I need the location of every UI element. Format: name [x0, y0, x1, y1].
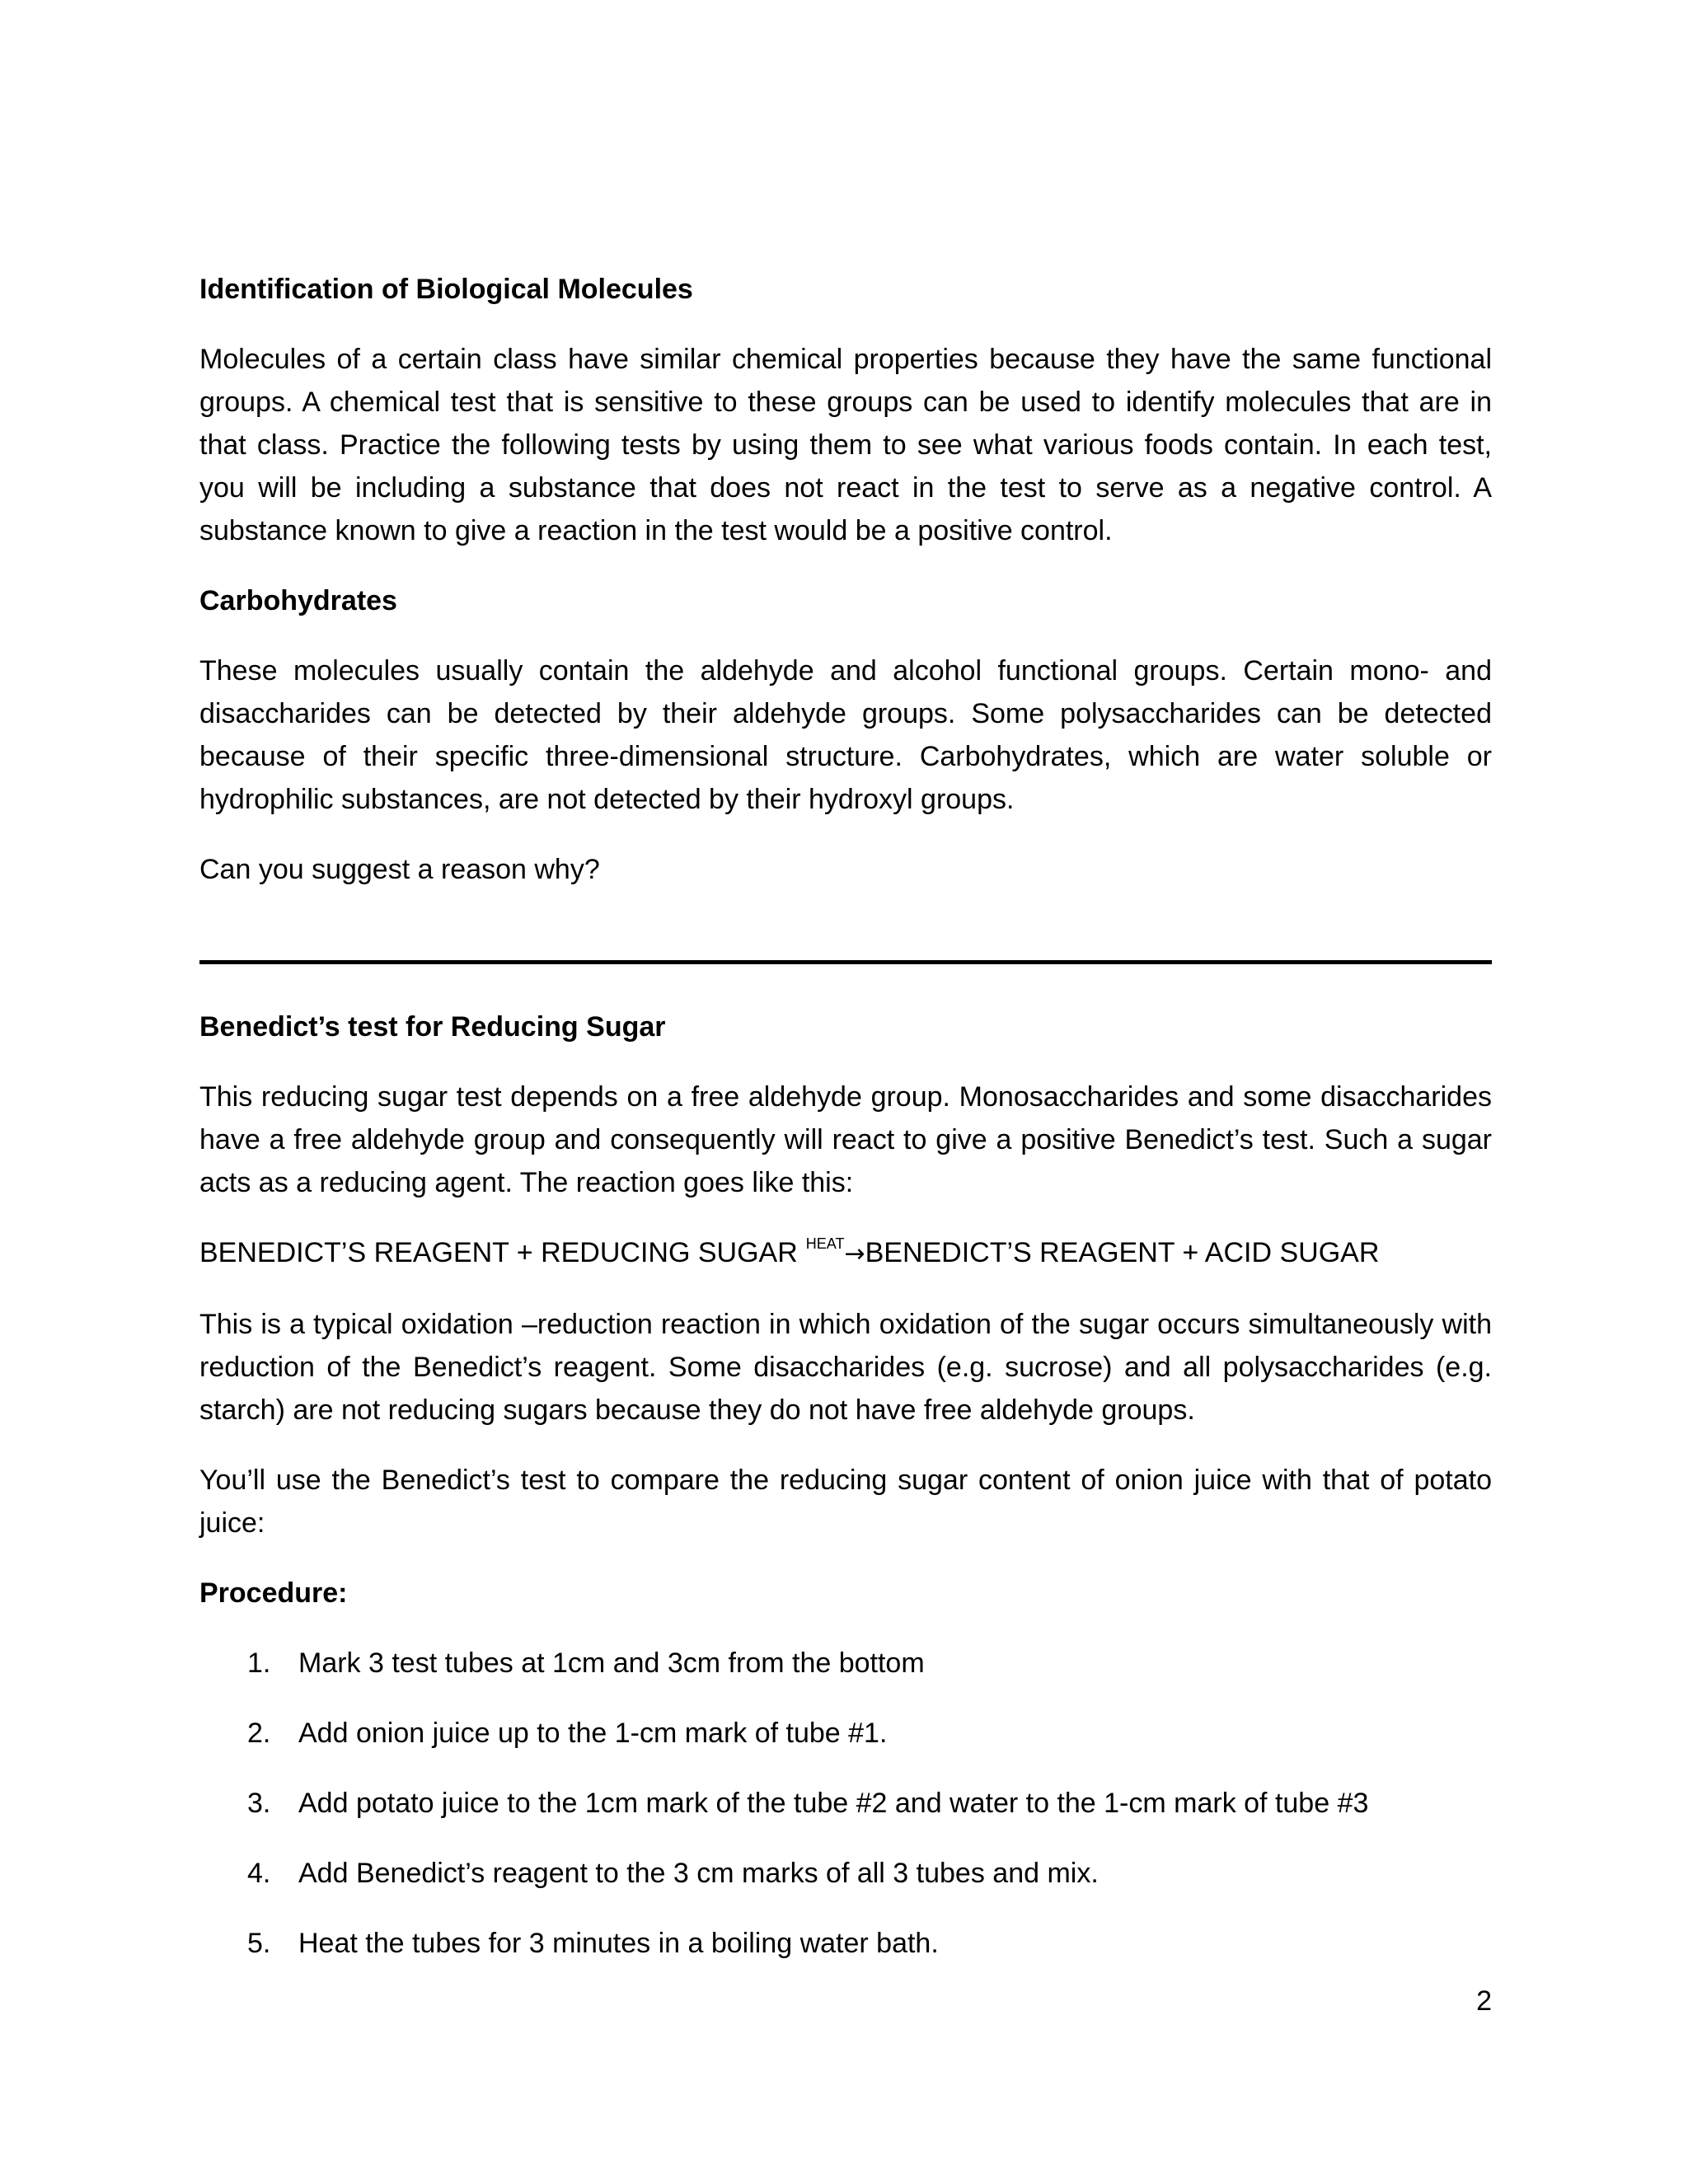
- answer-line: [199, 960, 1492, 964]
- procedure-step: [199, 1852, 1492, 1895]
- procedure-step: [199, 1712, 1492, 1755]
- benedicts-paragraph-2: This is a typical oxidation –reduction reaction in which oxidation of the sugar occurs simultaneously with reduction of the Benedict’s reagent. Some disaccharides (e.g. sucrose) and all polysaccharides (e.g. starch) are not reducing sugars because they do not have free aldehyde groups.: [199, 1309, 1492, 1426]
- step-number: 2.: [247, 1718, 271, 1749]
- reaction-products: BENEDICT’S REAGENT + ACID SUGAR: [865, 1237, 1380, 1268]
- reaction-arrow-icon: →: [844, 1240, 865, 1268]
- carbohydrates-heading: Carbohydrates: [199, 585, 397, 616]
- step-text: Heat the tubes for 3 minutes in a boiling water bath.: [298, 1928, 939, 1959]
- reaction-reactants: BENEDICT’S REAGENT + REDUCING SUGAR: [199, 1237, 798, 1268]
- intro-paragraph: Molecules of a certain class have similar chemical properties because they have the same functional groups. A chemical test that is sensitive to these groups can be used to identify molecules that are in that class. Practice the following tests by using them to see what various foods contain. In each test, you will be including a substance that does not react in the test to serve as a negative control. A substance known to give a reaction in the test would be a positive control.: [199, 344, 1492, 546]
- section-title: Identification of Biological Molecules: [199, 274, 693, 305]
- procedure-steps: [199, 1642, 1492, 1965]
- benedicts-heading: Benedict’s test for Reducing Sugar: [199, 1011, 666, 1043]
- step-text: Add onion juice up to the 1-cm mark of tube #1.: [298, 1718, 888, 1749]
- reaction-condition: HEAT: [805, 1235, 845, 1252]
- procedure-step: [199, 1642, 1492, 1685]
- procedure-step: [199, 1782, 1492, 1825]
- step-number: 4.: [247, 1858, 271, 1889]
- reaction-equation: [199, 1231, 1492, 1276]
- page-number: 2: [1476, 1985, 1492, 2017]
- step-number: 3.: [247, 1788, 271, 1819]
- procedure-step: [199, 1922, 1492, 1965]
- carbohydrates-paragraph: These molecules usually contain the aldehyde and alcohol functional groups. Certain mono- and disaccharides can be detected by their aldehyde groups. Some polysaccharides can be detected because of their specific three-dimensional structure. Carbohydrates, which are water soluble or hydrophilic substances, are not detected by their hydroxyl groups.: [199, 655, 1492, 815]
- carbohydrates-question: Can you suggest a reason why?: [199, 854, 600, 885]
- benedicts-paragraph-1: This reducing sugar test depends on a free aldehyde group. Monosaccharides and some disaccharides have a free aldehyde group and consequently will react to give a positive Benedict’s test. Such a sugar acts as a reducing agent. The reaction goes like this:: [199, 1081, 1492, 1198]
- benedicts-paragraph-3: You’ll use the Benedict’s test to compare the reducing sugar content of onion juice with that of potato juice:: [199, 1465, 1492, 1539]
- step-text: Mark 3 test tubes at 1cm and 3cm from the bottom: [298, 1647, 925, 1679]
- step-text: Add potato juice to the 1cm mark of the tube #2 and water to the 1-cm mark of tube #3: [298, 1788, 1369, 1819]
- step-text: Add Benedict’s reagent to the 3 cm marks of all 3 tubes and mix.: [298, 1858, 1099, 1889]
- page-content: [199, 268, 1492, 1992]
- step-number: 1.: [247, 1647, 271, 1679]
- procedure-heading: Procedure:: [199, 1577, 348, 1609]
- step-number: 5.: [247, 1928, 271, 1959]
